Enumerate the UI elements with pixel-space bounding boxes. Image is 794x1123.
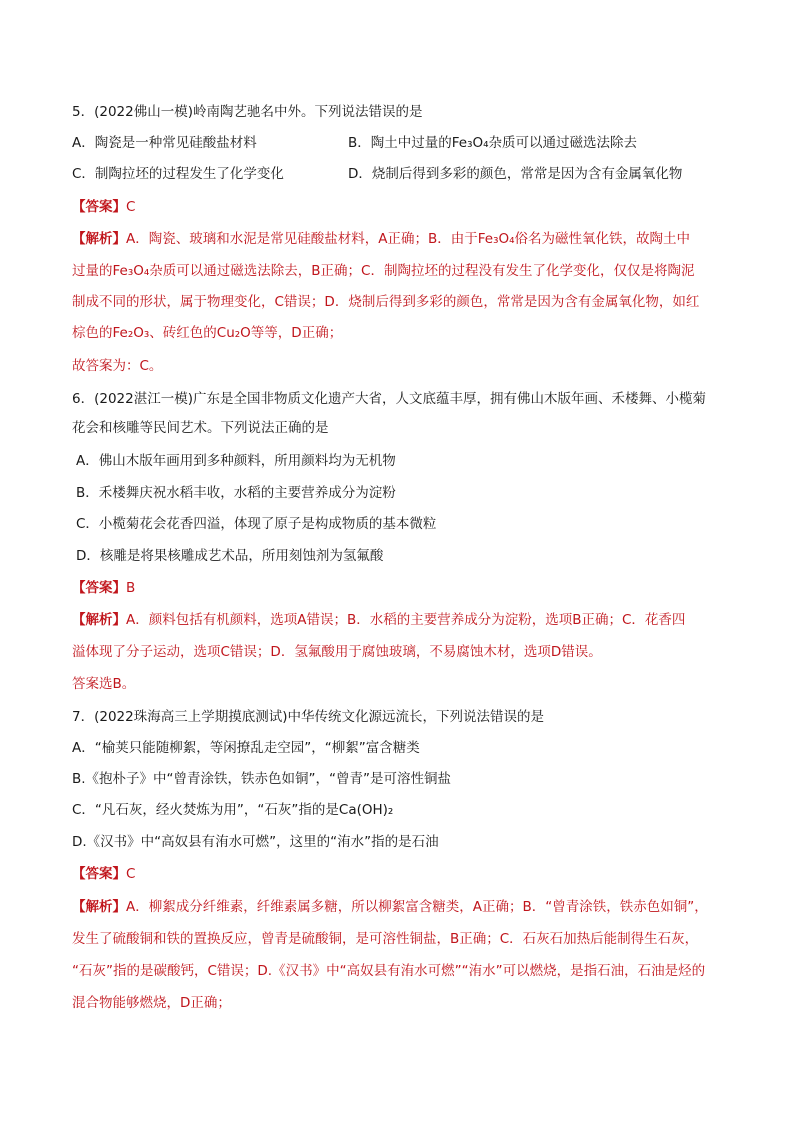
q6-option-b: B．禾楼舞庆祝水稻丰收，水稻的主要营养成分为淀粉	[76, 485, 396, 501]
analysis-tag: 【解析】	[72, 612, 126, 628]
q6-stem-line-1: 6．(2022湛江一模)广东是全国非物质文化遗产大省，人文底蕴丰厚，拥有佛山木版年画、禾楼舞、小榄菊	[72, 391, 706, 407]
analysis-tag: 【解析】	[72, 899, 126, 915]
analysis-text: A．陶瓷、玻璃和水泥是常见硅酸盐材料，A正确；B．由于Fe₃O₄俗名为磁性氧化铁，故陶土中	[126, 231, 691, 247]
q5-option-b: B．陶土中过量的Fe₃O₄杂质可以通过磁选法除去	[348, 135, 638, 151]
q6-stem-line-2: 花会和核雕等民间艺术。下列说法正确的是	[72, 420, 329, 436]
analysis-text: A．颜料包括有机颜料，选项A错误；B．水稻的主要营养成分为淀粉，选项B正确；C．花香四	[126, 612, 686, 628]
q5-analysis-line-4: 棕色的Fe₂O₃、砖红色的Cu₂O等等，D正确；	[72, 325, 343, 341]
answer-tag: 【答案】	[72, 580, 126, 596]
q5-analysis-line-3: 制成不同的形状，属于物理变化，C错误；D．烧制后得到多彩的颜色，常常是因为含有金属氧化物，如红	[72, 294, 700, 310]
q5-analysis-line-1	[72, 229, 690, 249]
q5-option-c: C．制陶拉坯的过程发生了化学变化	[72, 166, 284, 182]
q5-stem: 5．(2022佛山一模)岭南陶艺驰名中外。下列说法错误的是	[72, 104, 423, 120]
q5-analysis-line-2: 过量的Fe₃O₄杂质可以通过磁选法除去，B正确；C．制陶拉坯的过程没有发生了化学变化，仅仅是将陶泥	[72, 263, 695, 279]
answer-value: C	[126, 866, 136, 882]
q5-option-a: A．陶瓷是一种常见硅酸盐材料	[72, 135, 257, 151]
q5-answer	[72, 197, 135, 217]
answer-value: B	[126, 580, 136, 596]
answer-value: C	[126, 199, 136, 215]
q6-conclusion: 答案选B。	[72, 676, 136, 692]
q7-analysis-line-4: 混合物能够燃烧，D正确；	[72, 995, 231, 1011]
q7-analysis-line-3: “石灰”指的是碳酸钙，C错误；D.《汉书》中“高奴县有洧水可燃”“洧水”可以燃烧，是指石油，石油是烃的	[72, 963, 706, 979]
q6-option-a: A．佛山木版年画用到多种颜料，所用颜料均为无机物	[76, 453, 396, 469]
q7-stem: 7．(2022珠海高三上学期摸底测试)中华传统文化源远流长，下列说法错误的是	[72, 709, 544, 725]
q6-option-c: C．小榄菊花会花香四溢，体现了原子是构成物质的基本微粒	[76, 516, 437, 532]
analysis-tag: 【解析】	[72, 231, 126, 247]
answer-tag: 【答案】	[72, 866, 126, 882]
q7-option-c: C．“凡石灰，经火焚炼为用”，“石灰”指的是Ca(OH)₂	[72, 802, 394, 818]
q6-analysis-line-2: 溢体现了分子运动，选项C错误；D．氢氟酸用于腐蚀玻璃，不易腐蚀木材，选项D错误。	[72, 644, 602, 660]
q7-analysis-line-1	[72, 897, 708, 917]
q7-option-b: B.《抱朴子》中“曾青涂铁，铁赤色如铜”，“曾青”是可溶性铜盐	[72, 771, 452, 787]
q7-analysis-line-2: 发生了硫酸铜和铁的置换反应，曾青是硫酸铜，是可溶性铜盐，B正确；C．石灰石加热后能制得生石灰，	[72, 931, 699, 947]
q6-analysis-line-1	[72, 610, 685, 630]
q6-option-d: D．核雕是将果核雕成艺术品，所用刻蚀剂为氢氟酸	[76, 548, 384, 564]
q5-conclusion: 故答案为：C。	[72, 358, 163, 374]
q7-option-d: D.《汉书》中“高奴县有洧水可燃”，这里的“洧水”指的是石油	[72, 834, 439, 850]
q6-answer	[72, 578, 135, 598]
q7-option-a: A．“榆荚只能随柳絮，等闲撩乱走空园”，“柳絮”富含糖类	[72, 740, 420, 756]
q5-option-d: D．烧制后得到多彩的颜色，常常是因为含有金属氧化物	[348, 166, 683, 182]
q7-answer	[72, 864, 135, 884]
answer-tag: 【答案】	[72, 199, 126, 215]
analysis-text: A．柳絮成分纤维素，纤维素属多糖，所以柳絮富含糖类，A正确；B．“曾青涂铁，铁赤色如铜”，	[126, 899, 708, 915]
